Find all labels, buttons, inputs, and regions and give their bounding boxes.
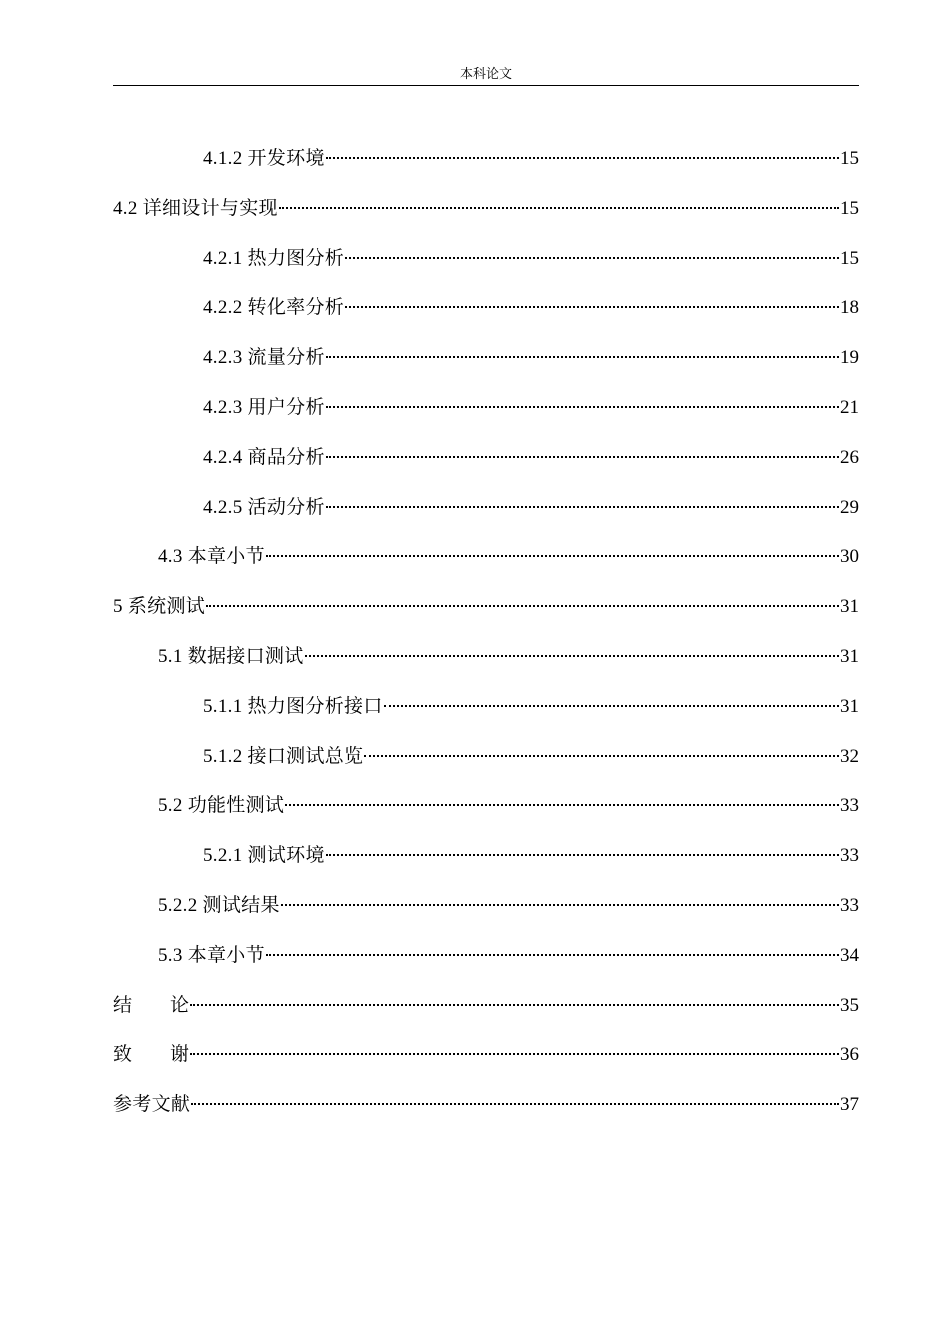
toc-entry-title: 4.2.5 活动分析 xyxy=(203,496,325,518)
header-title: 本科论文 xyxy=(459,66,512,81)
toc-entry[interactable] xyxy=(113,636,859,686)
toc-leader-dots xyxy=(326,835,839,861)
toc-leader-dots xyxy=(345,287,839,313)
toc-entry-page: 31 xyxy=(840,695,859,717)
toc-leader-dots xyxy=(326,138,839,164)
toc-entry-title: 5.2.1 测试环境 xyxy=(203,845,325,867)
toc-entry[interactable] xyxy=(113,337,859,387)
toc-entry[interactable] xyxy=(113,287,859,337)
toc-entry[interactable] xyxy=(113,736,859,786)
toc-leader-dots xyxy=(285,785,839,811)
table-of-contents xyxy=(113,138,859,1134)
toc-entry[interactable] xyxy=(113,835,859,885)
toc-entry[interactable] xyxy=(113,1084,859,1134)
toc-entry-page: 33 xyxy=(840,845,859,867)
toc-entry-page: 31 xyxy=(840,596,859,618)
toc-entry-page: 36 xyxy=(840,1044,859,1066)
toc-entry[interactable] xyxy=(113,785,859,835)
toc-leader-dots xyxy=(266,935,839,961)
toc-entry[interactable] xyxy=(113,586,859,636)
toc-entry-page: 32 xyxy=(840,745,859,767)
toc-leader-dots xyxy=(305,636,839,662)
toc-entry[interactable] xyxy=(113,686,859,736)
toc-entry-page: 33 xyxy=(840,894,859,916)
toc-entry[interactable] xyxy=(113,188,859,238)
toc-entry-title: 4.2.2 转化率分析 xyxy=(203,297,345,319)
toc-entry[interactable] xyxy=(113,387,859,437)
toc-leader-dots xyxy=(266,536,839,562)
toc-entry-title: 5 系统测试 xyxy=(113,596,206,618)
toc-leader-dots xyxy=(191,1084,839,1110)
toc-entry-title: 4.2.1 热力图分析 xyxy=(203,247,345,269)
toc-leader-dots xyxy=(326,437,839,463)
toc-entry-page: 15 xyxy=(840,197,859,219)
toc-leader-dots xyxy=(281,885,839,911)
toc-entry-page: 21 xyxy=(840,396,859,418)
toc-entry-page: 29 xyxy=(840,496,859,518)
toc-entry-title: 5.1.2 接口测试总览 xyxy=(203,745,364,767)
toc-leader-dots xyxy=(345,238,839,264)
toc-leader-dots xyxy=(190,1034,839,1060)
page-header xyxy=(113,66,859,82)
toc-entry[interactable] xyxy=(113,536,859,586)
toc-entry-title: 5.1 数据接口测试 xyxy=(158,645,304,667)
toc-leader-dots xyxy=(384,686,839,712)
toc-entry-title: 4.3 本章小节 xyxy=(158,546,265,568)
toc-leader-dots xyxy=(279,188,839,214)
toc-entry-title: 5.2.2 测试结果 xyxy=(158,894,280,916)
toc-leader-dots xyxy=(190,985,839,1011)
toc-entry-title: 参考文献 xyxy=(113,1094,191,1116)
toc-entry[interactable] xyxy=(113,138,859,188)
toc-leader-dots xyxy=(326,487,839,513)
toc-entry[interactable] xyxy=(113,437,859,487)
toc-entry-page: 33 xyxy=(840,795,859,817)
toc-entry-page: 18 xyxy=(840,297,859,319)
toc-entry-page: 26 xyxy=(840,446,859,468)
toc-entry-page: 34 xyxy=(840,944,859,966)
toc-entry-page: 37 xyxy=(840,1094,859,1116)
toc-entry-title: 致 谢 xyxy=(113,1044,190,1066)
toc-entry-title: 5.3 本章小节 xyxy=(158,944,265,966)
toc-entry-title: 4.2.3 用户分析 xyxy=(203,396,325,418)
toc-entry[interactable] xyxy=(113,935,859,985)
toc-entry-page: 30 xyxy=(840,546,859,568)
toc-leader-dots xyxy=(206,586,839,612)
toc-entry-title: 4.1.2 开发环境 xyxy=(203,148,325,169)
toc-leader-dots xyxy=(364,736,839,762)
toc-entry[interactable] xyxy=(113,1034,859,1084)
toc-entry-title: 4.2.4 商品分析 xyxy=(203,446,325,468)
toc-entry-title: 5.2 功能性测试 xyxy=(158,795,285,817)
toc-entry-page: 15 xyxy=(840,247,859,269)
toc-entry-page: 15 xyxy=(840,148,859,169)
toc-entry[interactable] xyxy=(113,487,859,537)
toc-entry-page: 19 xyxy=(840,347,859,369)
toc-entry[interactable] xyxy=(113,238,859,288)
header-rule xyxy=(113,85,859,86)
toc-entry-title: 4.2.3 流量分析 xyxy=(203,347,325,369)
toc-entry-title: 4.2 详细设计与实现 xyxy=(113,197,278,219)
toc-entry-page: 31 xyxy=(840,645,859,667)
toc-entry-title: 5.1.1 热力图分析接口 xyxy=(203,695,383,717)
toc-entry[interactable] xyxy=(113,885,859,935)
toc-leader-dots xyxy=(326,387,839,413)
toc-leader-dots xyxy=(326,337,839,363)
toc-entry-title: 结 论 xyxy=(113,994,190,1016)
toc-entry-page: 35 xyxy=(840,994,859,1016)
toc-entry[interactable] xyxy=(113,985,859,1035)
